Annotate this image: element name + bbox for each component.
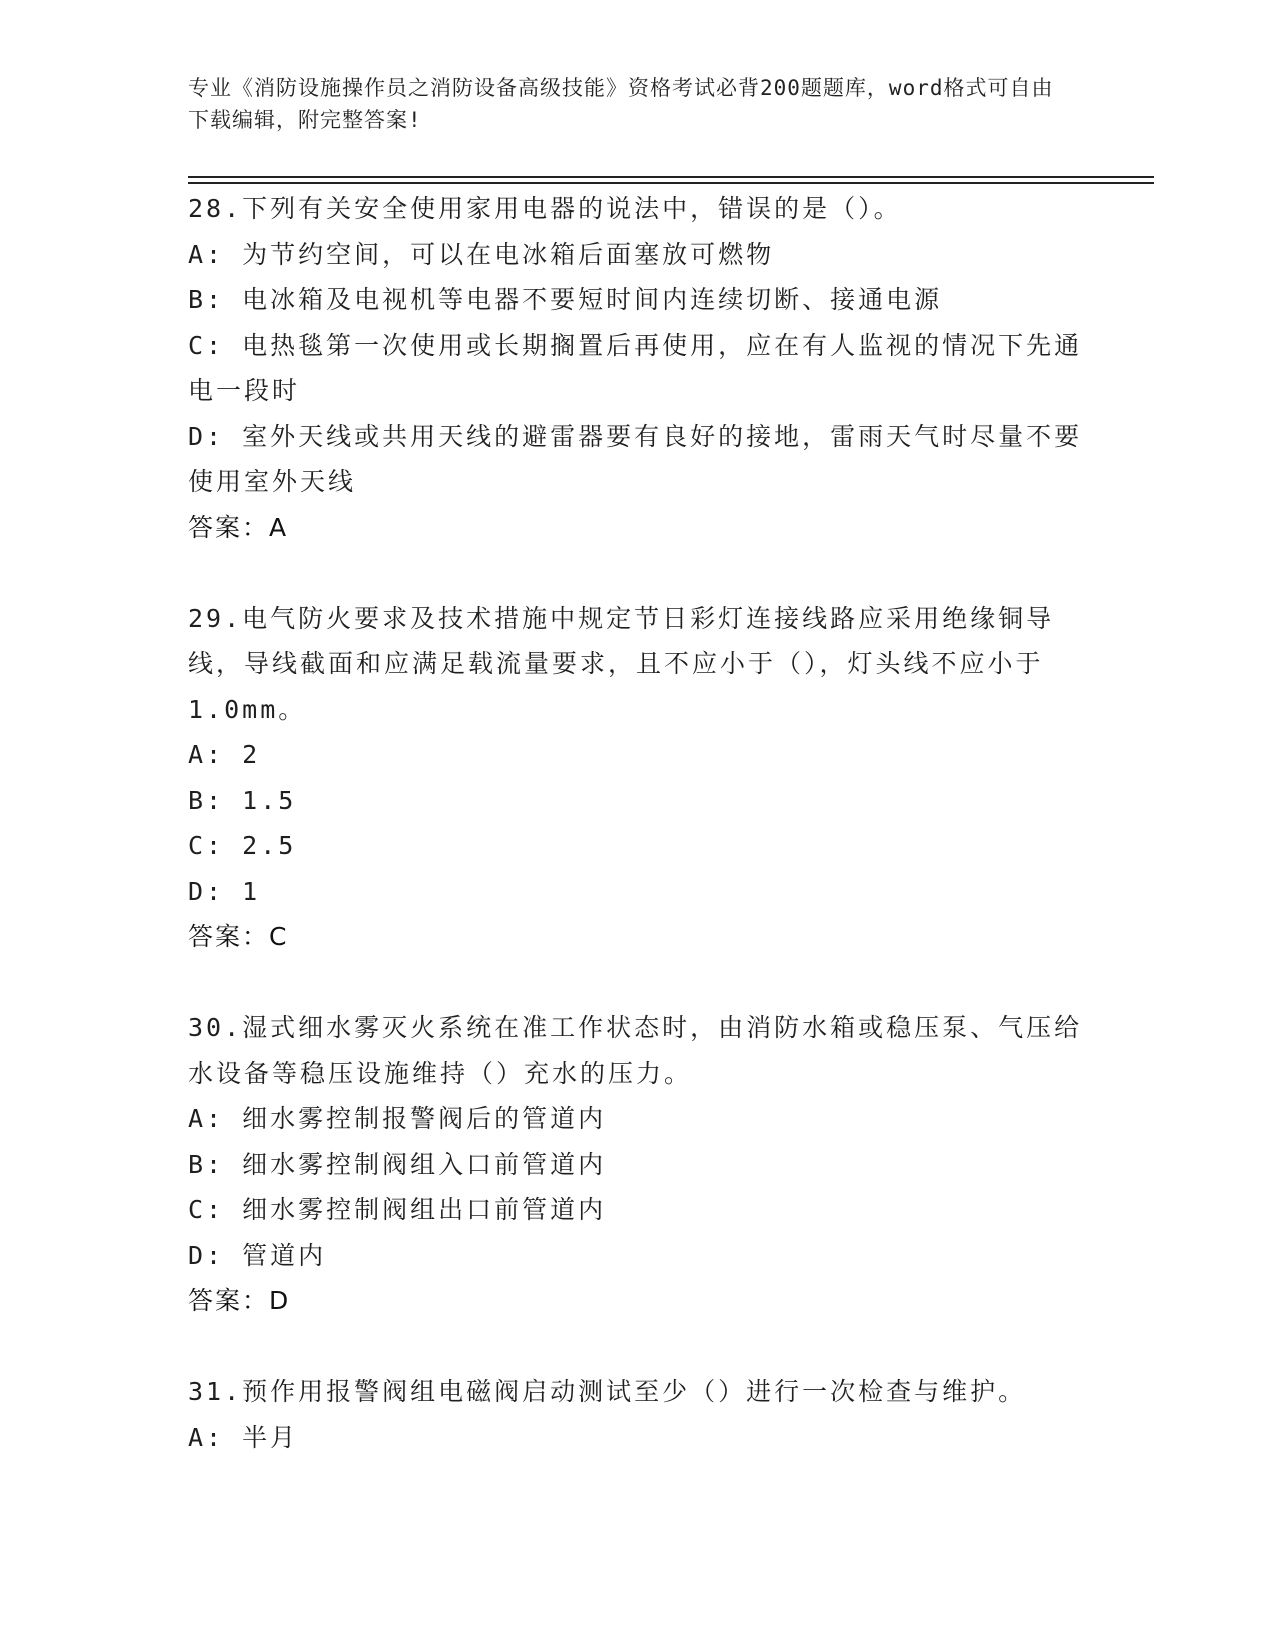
answer: 答案：D — [188, 1286, 291, 1315]
question-29 — [188, 596, 1088, 961]
option-c: C: 电热毯第一次使用或长期搁置后再使用，应在有人监视的情况下先通电一段时 — [188, 330, 1083, 405]
question-text: 31.预作用报警阀组电磁阀启动测试至少（）进行一次检查与维护。 — [188, 1377, 1027, 1406]
question-gap — [188, 1324, 1088, 1369]
question-list — [188, 186, 1088, 1460]
question-30 — [188, 1005, 1088, 1324]
question-text: 28.下列有关安全使用家用电器的说法中，错误的是（）。 — [188, 194, 902, 223]
option-d: D: 1 — [188, 876, 261, 906]
header-rule-top — [188, 176, 1154, 178]
question-31 — [188, 1369, 1088, 1460]
option-a: A: 半月 — [188, 1422, 299, 1452]
option-d: D: 室外天线或共用天线的避雷器要有良好的接地，雷雨天气时尽量不要使用室外天线 — [188, 421, 1083, 496]
option-d: D: 管道内 — [188, 1240, 327, 1270]
option-b: B: 细水雾控制阀组入口前管道内 — [188, 1149, 607, 1179]
header-rule-bottom — [188, 182, 1154, 184]
option-c: C: 细水雾控制阀组出口前管道内 — [188, 1195, 607, 1224]
option-b: B: 1.5 — [188, 785, 297, 815]
option-a: A: 细水雾控制报警阀后的管道内 — [188, 1104, 607, 1133]
option-b: B: 电冰箱及电视机等电器不要短时间内连续切断、接通电源 — [188, 285, 943, 314]
document-header: 专业《消防设施操作员之消防设备高级技能》资格考试必背200题题库，word格式可自由下载编辑，附完整答案! — [188, 76, 1054, 132]
question-text: 29.电气防火要求及技术措施中规定节日彩灯连接线路应采用绝缘铜导线，导线截面和应满足载流量要求，且不应小于（），灯头线不应小于1.0mm。 — [188, 603, 1055, 724]
option-c: C: 2.5 — [188, 831, 297, 860]
question-28 — [188, 186, 1088, 551]
option-a: A: 2 — [188, 740, 261, 769]
option-a: A: 为节约空间，可以在电冰箱后面塞放可燃物 — [188, 239, 775, 269]
question-text: 30.湿式细水雾灭火系统在准工作状态时，由消防水箱或稳压泵、气压给水设备等稳压设施维持（）充水的压力。 — [188, 1013, 1083, 1088]
question-gap — [188, 551, 1088, 596]
answer: 答案：C — [188, 922, 289, 951]
answer: 答案：A — [188, 512, 289, 542]
question-gap — [188, 960, 1088, 1005]
